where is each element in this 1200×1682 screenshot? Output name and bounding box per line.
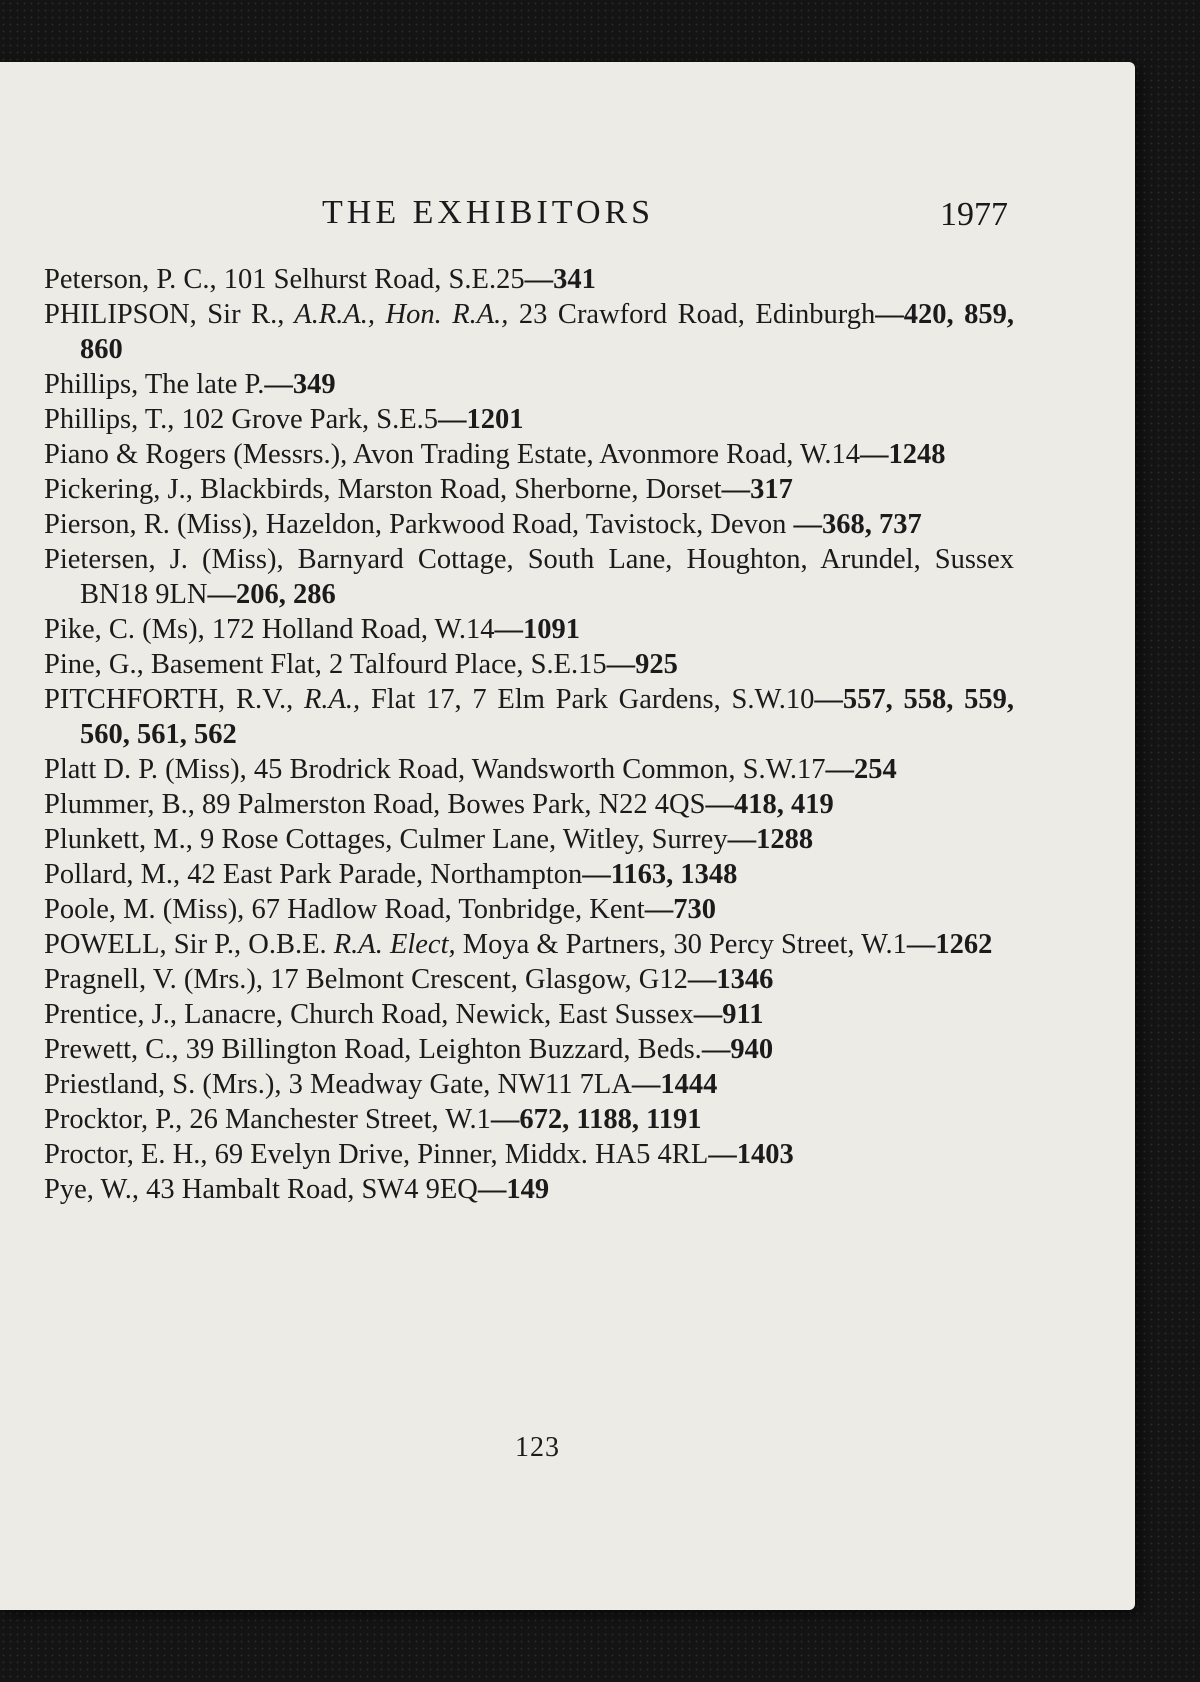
- exhibitor-address: Moya & Partners, 30 Percy Street, W.1: [455, 929, 907, 960]
- exhibitor-name: Poole, M. (Miss),: [44, 894, 245, 925]
- exhibitor-entry: [44, 927, 1014, 962]
- catalogue-numbers: —925: [606, 649, 678, 680]
- catalogue-numbers: —149: [477, 1174, 550, 1205]
- exhibitor-name: Pine, G.,: [44, 649, 144, 680]
- exhibitor-entry: [44, 1032, 1014, 1067]
- exhibitor-name: Piano & Rogers (Messrs.),: [44, 439, 348, 470]
- page-number: 123: [515, 1432, 560, 1463]
- catalogue-numbers: —911: [693, 999, 764, 1030]
- exhibitor-address: 45 Brodrick Road, Wandsworth Common, S.W.17: [246, 754, 826, 785]
- page-year: 1977: [940, 196, 1008, 233]
- catalogue-numbers: —730: [644, 894, 716, 925]
- exhibitor-name: Pragnell, V. (Mrs.),: [44, 964, 264, 995]
- exhibitor-entry: [44, 542, 1014, 612]
- exhibitor-entry: [44, 1137, 1014, 1172]
- exhibitor-address: 42 East Park Parade, Northampton: [180, 859, 583, 890]
- exhibitor-honours: O.B.E.: [241, 929, 327, 960]
- exhibitor-entry: [44, 1102, 1014, 1137]
- catalogue-numbers: —206, 286: [207, 579, 336, 610]
- exhibitor-address: 23 Crawford Road, Edinburgh: [508, 299, 876, 330]
- exhibitor-entry: [44, 892, 1014, 927]
- exhibitor-entry: [44, 262, 1014, 297]
- catalogue-numbers: —1163, 1348: [582, 859, 738, 890]
- exhibitor-address: Hazeldon, Parkwood Road, Tavistock, Devon: [258, 509, 787, 540]
- exhibitor-entry: [44, 682, 1014, 752]
- exhibitor-name: Pollard, M.,: [44, 859, 181, 890]
- exhibitor-address: 102 Grove Park, S.E.5: [174, 404, 439, 435]
- exhibitor-name: Prentice, J.,: [44, 999, 177, 1030]
- exhibitor-entry: [44, 472, 1014, 507]
- catalogue-numbers: —1288: [727, 824, 814, 855]
- exhibitor-entry: [44, 612, 1014, 647]
- page-title: THE EXHIBITORS: [322, 194, 655, 231]
- book-page: [0, 62, 1135, 1610]
- catalogue-numbers: —349: [264, 369, 336, 400]
- catalogue-numbers: —940: [701, 1034, 774, 1065]
- exhibitor-name: Proctor, E. H.,: [44, 1139, 208, 1170]
- exhibitor-entry: [44, 402, 1014, 437]
- exhibitor-address: 3 Meadway Gate, NW11 7LA: [281, 1069, 632, 1100]
- exhibitor-name: PHILIPSON, Sir R.,: [44, 299, 285, 330]
- catalogue-numbers: —317: [721, 474, 793, 505]
- catalogue-numbers: —420, 859, 860: [80, 299, 1014, 365]
- exhibitor-name: Prewett, C.,: [44, 1034, 179, 1065]
- exhibitor-address: 172 Holland Road, W.14: [204, 614, 495, 645]
- exhibitor-entry: [44, 787, 1014, 822]
- exhibitor-name: Pierson, R. (Miss),: [44, 509, 259, 540]
- exhibitor-entry: [44, 507, 1014, 542]
- exhibitor-address: Lanacre, Church Road, Newick, East Sussex: [176, 999, 694, 1030]
- exhibitor-address: 26 Manchester Street, W.1: [182, 1104, 491, 1135]
- exhibitor-name: Plunkett, M.,: [44, 824, 193, 855]
- exhibitor-name: Plummer, B.,: [44, 789, 195, 820]
- exhibitor-address: 101 Selhurst Road, S.E.25: [216, 264, 525, 295]
- catalogue-numbers: —418, 419: [705, 789, 834, 820]
- exhibitor-name: POWELL, Sir P.,: [44, 929, 242, 960]
- exhibitor-name: Procktor, P.,: [44, 1104, 183, 1135]
- exhibitor-address: Basement Flat, 2 Talfourd Place, S.E.15: [143, 649, 607, 680]
- catalogue-numbers: —1091: [494, 614, 580, 645]
- exhibitor-name: Pye, W.,: [44, 1174, 140, 1205]
- catalogue-numbers: —557, 558, 559, 560, 561, 562: [80, 684, 1015, 750]
- exhibitor-entry: [44, 962, 1014, 997]
- exhibitor-address: 39 Billington Road, Leighton Buzzard, Beds.: [178, 1034, 702, 1065]
- catalogue-numbers: —1248: [859, 439, 946, 470]
- exhibitor-address: Blackbirds, Marston Road, Sherborne, Dorset: [192, 474, 722, 505]
- catalogue-numbers: —1403: [708, 1139, 794, 1170]
- running-head: [0, 194, 1135, 244]
- exhibitor-entry: [44, 1172, 1014, 1207]
- exhibitor-name: Priestland, S. (Mrs.),: [44, 1069, 282, 1100]
- exhibitor-name: Pike, C. (Ms),: [44, 614, 205, 645]
- exhibitor-name: PITCHFORTH, R.V.,: [44, 684, 294, 715]
- exhibitor-entry: [44, 752, 1014, 787]
- exhibitor-entry: [44, 1067, 1014, 1102]
- exhibitor-entry: [44, 367, 1014, 402]
- exhibitor-address: 43 Hambalt Road, SW4 9EQ: [139, 1174, 478, 1205]
- exhibitor-entry: [44, 997, 1014, 1032]
- exhibitor-address: Barnyard Cottage, South Lane, Houghton, Arundel, Sussex BN18 9LN: [80, 544, 1014, 610]
- exhibitor-list: [44, 262, 1014, 1207]
- exhibitor-academic-title: R.A.,: [293, 684, 361, 715]
- catalogue-numbers: —1201: [438, 404, 524, 435]
- exhibitor-academic-title: A.R.A., Hon. R.A.,: [284, 299, 509, 330]
- exhibitor-entry: [44, 297, 1014, 367]
- exhibitor-name: Peterson, P. C.,: [44, 264, 217, 295]
- exhibitor-address: 69 Evelyn Drive, Pinner, Middx. HA5 4RL: [207, 1139, 709, 1170]
- exhibitor-address: Avon Trading Estate, Avonmore Road, W.14: [347, 439, 860, 470]
- exhibitor-name: Phillips, T.,: [44, 404, 175, 435]
- exhibitor-name: Pickering, J.,: [44, 474, 193, 505]
- catalogue-numbers: —341: [524, 264, 596, 295]
- exhibitor-address: 67 Hadlow Road, Tonbridge, Kent: [244, 894, 645, 925]
- catalogue-numbers: —368, 737: [786, 509, 922, 540]
- exhibitor-entry: [44, 437, 1014, 472]
- exhibitor-address: 17 Belmont Crescent, Glasgow, G12: [263, 964, 688, 995]
- catalogue-numbers: —672, 1188, 1191: [490, 1104, 702, 1135]
- catalogue-numbers: —1444: [631, 1069, 718, 1100]
- catalogue-numbers: —254: [825, 754, 897, 785]
- exhibitor-name: Phillips, The late P.: [44, 369, 265, 400]
- catalogue-numbers: —1346: [687, 964, 774, 995]
- exhibitor-address: Flat 17, 7 Elm Park Gardens, S.W.10: [360, 684, 815, 715]
- exhibitor-address: 9 Rose Cottages, Culmer Lane, Witley, Surrey: [192, 824, 728, 855]
- catalogue-numbers: —1262: [906, 929, 993, 960]
- exhibitor-entry: [44, 822, 1014, 857]
- exhibitor-name: Platt D. P. (Miss),: [44, 754, 247, 785]
- exhibitor-name: Pietersen, J. (Miss),: [44, 544, 284, 575]
- exhibitor-academic-title: R.A. Elect,: [326, 929, 456, 960]
- exhibitor-address: 89 Palmerston Road, Bowes Park, N22 4QS: [194, 789, 706, 820]
- exhibitor-entry: [44, 857, 1014, 892]
- exhibitor-entry: [44, 647, 1014, 682]
